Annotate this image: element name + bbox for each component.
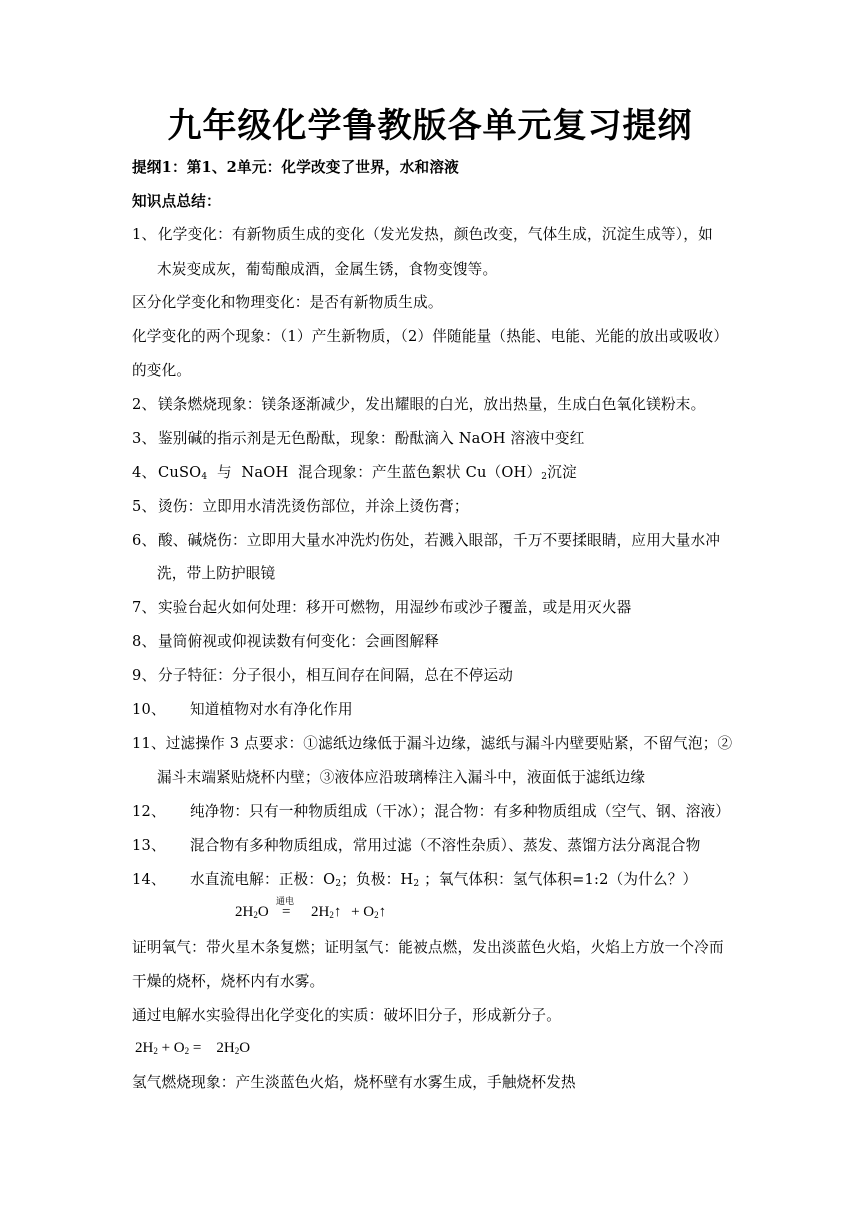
subscript: 2 [329, 910, 334, 920]
phenomena-text-line2: 的变化。 [132, 362, 192, 379]
prove-text-line2: 干燥的烧杯，烧杯内有水雾。 [132, 973, 325, 990]
subscript: 2 [335, 879, 342, 889]
item-text: 酸、碱烧伤：立即用大量水冲洗灼伤处，若溅入眼部，千万不要揉眼睛，应用大量水冲 [158, 532, 721, 549]
subscript: 2 [541, 472, 548, 482]
item-text-end: 沉淀 [547, 464, 577, 481]
item-number: 3、 [132, 430, 157, 447]
item-4 [132, 463, 577, 487]
item-number: 10、 [132, 701, 166, 718]
item-7 [132, 598, 631, 618]
equals-sign: = [282, 904, 291, 920]
prove-text-line1: 证明氧气：带火星木条复燃；证明氢气：能被点燃，发出淡蓝色火焰，火焰上方放一个冷而 [132, 939, 724, 956]
item-text: 分子特征：分子很小，相互间存在间隔，总在不停运动 [158, 667, 514, 684]
item-text: 量筒俯视或仰视读数有何变化：会画图解释 [158, 633, 440, 650]
item-number: 7、 [132, 599, 157, 616]
item-1 [132, 225, 713, 245]
item-9 [132, 666, 513, 686]
item-text: 化学变化：有新物质生成的变化（发光发热，颜色改变，气体生成，沉淀生成等），如 [158, 226, 713, 243]
formula-product: + O [351, 904, 375, 920]
subscript: 2 [153, 1046, 158, 1056]
formula-reactant: 2H [235, 904, 254, 920]
item-number: 9、 [132, 667, 157, 684]
item-text: 知道植物对水有净化作用 [190, 701, 353, 718]
combustion-equation [135, 1040, 250, 1057]
item-1-continuation: 木炭变成灰，葡萄酿成酒，金属生锈，食物变馊等。 [157, 261, 498, 278]
formula-reactant: O [257, 904, 269, 920]
item-text: 过滤操作 3 点要求：①滤纸边缘低于漏斗边缘，滤纸与漏斗内壁要贴紧，不留气泡；② [165, 735, 733, 752]
page-title: 九年级化学鲁教版各单元复习提纲 [167, 106, 693, 146]
item-10 [132, 700, 353, 720]
hydrogen-burn-text: 氢气燃烧现象：产生淡蓝色火焰，烧杯壁有水雾生成，手触烧杯发热 [132, 1074, 576, 1091]
item-number: 13、 [132, 837, 166, 854]
formula-cuso4: CuSO [158, 464, 202, 481]
item-13 [132, 836, 700, 856]
item-number: 1、 [132, 226, 157, 243]
outline-heading: 提纲1：第1、2单元：化学改变了世界，水和溶液 [132, 159, 459, 176]
item-number: 14、 [132, 871, 166, 888]
item-14 [132, 870, 697, 894]
item-text: 鉴别碱的指示剂是无色酚酞，现象：酚酞滴入 NaOH 溶液中变红 [158, 430, 585, 447]
subscript: 2 [413, 879, 420, 889]
formula-product: 2H [311, 904, 330, 920]
subscript: 2 [234, 1046, 240, 1056]
item-text: 实验台起火如何处理：移开可燃物，用湿纱布或沙子覆盖，或是用灭火器 [158, 599, 632, 616]
item-3 [132, 429, 585, 449]
item-5 [132, 497, 469, 517]
item-text: 烫伤：立即用水清洗烫伤部位，并涂上烫伤膏； [158, 498, 469, 515]
item-number: 11、 [132, 735, 166, 752]
formula-part: + O [157, 1040, 185, 1056]
item-text: 镁条燃烧现象：镁条逐渐减少，发出耀眼的白光，放出热量，生成白色氧化镁粉末。 [158, 396, 706, 413]
item-6 [132, 531, 720, 551]
electrolysis-products [311, 904, 386, 921]
formula-part: O [239, 1040, 251, 1056]
electrolysis-equation [235, 904, 269, 921]
item-number: 5、 [132, 498, 157, 515]
gas-arrow: ↑ [333, 904, 342, 920]
gas-arrow: ↑ [378, 904, 387, 920]
formula-part: = 2H [189, 1040, 235, 1056]
item-12 [132, 802, 730, 822]
item-number: 2、 [132, 396, 157, 413]
item-11 [132, 734, 732, 754]
item-8 [132, 632, 439, 652]
subscript: 2 [253, 910, 258, 920]
item-number: 12、 [132, 803, 166, 820]
item-2 [132, 395, 705, 415]
subscript: 4 [201, 472, 208, 482]
distinguish-text: 区分化学变化和物理变化：是否有新物质生成。 [132, 294, 443, 311]
item-text: 与 NaOH 混合现象：产生蓝色絮状 Cu（OH） [207, 464, 542, 481]
item-text: 水直流电解：正极：O [190, 871, 336, 888]
subscript: 2 [374, 910, 379, 920]
phenomena-text-line1: 化学变化的两个现象：（1）产生新物质，（2）伴随能量（热能、电能、光能的放出或吸收） [132, 328, 729, 345]
item-text: ；氧气体积：氢气体积=1:2（为什么？） [419, 871, 698, 888]
essence-text: 通过电解水实验得出化学变化的实质：破坏旧分子，形成新分子。 [132, 1007, 562, 1024]
item-number: 8、 [132, 633, 157, 650]
item-text: 混合物有多种物质组成，常用过滤（不溶性杂质）、蒸发、蒸馏方法分离混合物 [190, 837, 701, 854]
formula-part: 2H [135, 1040, 154, 1056]
item-number: 6、 [132, 532, 157, 549]
subscript: 2 [184, 1046, 190, 1056]
item-text: ；负极：H [341, 871, 414, 888]
summary-heading: 知识点总结： [132, 193, 221, 210]
item-6-continuation: 洗，带上防护眼镜 [157, 565, 276, 582]
item-11-continuation: 漏斗末端紧贴烧杯内壁；③液体应沿玻璃棒注入漏斗中，液面低于滤纸边缘 [157, 769, 646, 786]
item-number: 4、 [132, 464, 157, 481]
item-text: 纯净物：只有一种物质组成（干冰）；混合物：有多种物质组成（空气、钢、溶液） [190, 803, 731, 820]
reaction-condition: 通电 [276, 896, 295, 906]
